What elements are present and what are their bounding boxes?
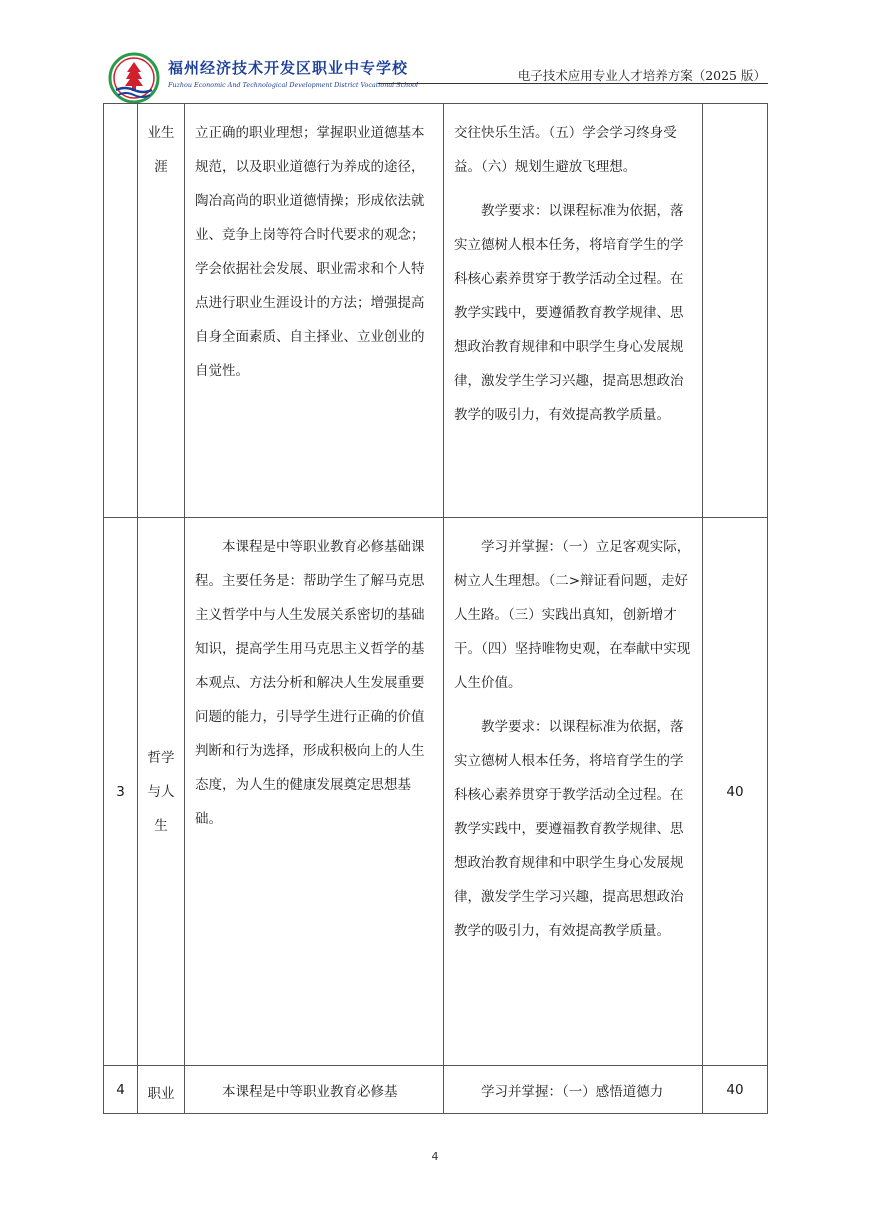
- table-row: [104, 518, 768, 1066]
- course-name-line: 业生: [147, 125, 175, 141]
- goal-paragraph: 立正确的职业理想；掌握职业道德基本规范，以及职业道德行为养成的途径，陶冶高尚的职业道德情操；形成依法就业、竞争上岗等符合时代要求的观念；学会依据社会发展、职业需求和个人特点进行职业生涯设计的方法；增强提高自身全面素质、自主择业、立业创业的自觉性。: [195, 125, 425, 379]
- school-logo-icon: [108, 52, 160, 104]
- page-number: 4: [431, 1150, 439, 1163]
- course-name-cell: [138, 1066, 185, 1114]
- curriculum-table: [103, 103, 768, 1114]
- course-name-line: 与人: [147, 783, 175, 800]
- goal-paragraph: 本课程是中等职业教育必修基: [222, 1084, 398, 1100]
- course-name-cell: [138, 104, 185, 518]
- document-title: 电子技术应用专业人才培养方案（2025 版）: [517, 68, 766, 83]
- goal-paragraph: 本课程是中等职业教育必修基础课程。主要任务是：帮助学生了解马克思主义哲学中与人生发展关系密切的基础知识，提高学生用马克思主义哲学的基本观点、方法分析和解决人生发展重要问题的能力，引导学生进行正确的价值判断和行为选择，形成积极向上的人生态度，为人生的健康发展奠定思想基础。: [195, 539, 425, 827]
- course-hours-cell: [703, 104, 768, 518]
- course-goal-cell: [185, 1066, 444, 1114]
- course-name-line: 哲学: [147, 749, 175, 766]
- content-paragraph: 学习并掌握：（一）立足客观实际，树立人生理想。（二>辩证看问题，走好人生路。（三）实践出真知，创新增才干。（四）坚持唯物史观，在奉献中实现人生价值。: [454, 539, 691, 691]
- school-name-en: Fuzhou Economic And Technological Development District Vocational School: [168, 81, 419, 89]
- course-number-cell: [104, 104, 138, 518]
- course-name-line: 职业: [147, 1086, 175, 1102]
- course-goal-cell: [185, 518, 444, 1066]
- page-header: [104, 46, 768, 102]
- content-paragraph: 学习并掌握：（一）感悟道德力: [481, 1084, 664, 1100]
- course-number-cell: 3: [104, 518, 138, 1066]
- course-number-cell: 4: [104, 1066, 138, 1114]
- header-divider: [378, 83, 768, 84]
- course-content-cell: [444, 1066, 703, 1114]
- course-content-cell: [444, 104, 703, 518]
- content-paragraph: 教学要求：以课程标准为依据，落实立德树人根本任务，将培育学生的学科核心素养贯穿于教学活动全过程。在教学实践中，要遵福教育教学规律、思想政治教育规律和中职学生身心发展规律，激发学生学习兴趣，提高思想政治教学的吸引力，有效提高教学质量。: [454, 719, 684, 939]
- course-goal-cell: [185, 104, 444, 518]
- table-row: [104, 104, 768, 518]
- course-name-cell: [138, 518, 185, 1066]
- course-hours-cell: 40: [703, 518, 768, 1066]
- course-name-line: 生: [154, 817, 168, 834]
- course-hours-cell: 40: [703, 1066, 768, 1114]
- table-row: [104, 1066, 768, 1114]
- course-content-cell: [444, 518, 703, 1066]
- content-paragraph: 教学要求：以课程标准为依据，落实立德树人根本任务，将培育学生的学科核心素养贯穿于教学活动全过程。在教学实践中，要遵循教育教学规律、思想政治教育规律和中职学生身心发展规律，激发学生学习兴趣，提高思想政治教学的吸引力，有效提高教学质量。: [454, 203, 684, 423]
- content-paragraph: 交往快乐生活。（五）学会学习终身受益。（六）规划生避放飞理想。: [454, 125, 677, 175]
- school-name-cn: 福州经济技术开发区职业中专学校: [168, 59, 409, 77]
- course-name-line: 涯: [154, 159, 168, 175]
